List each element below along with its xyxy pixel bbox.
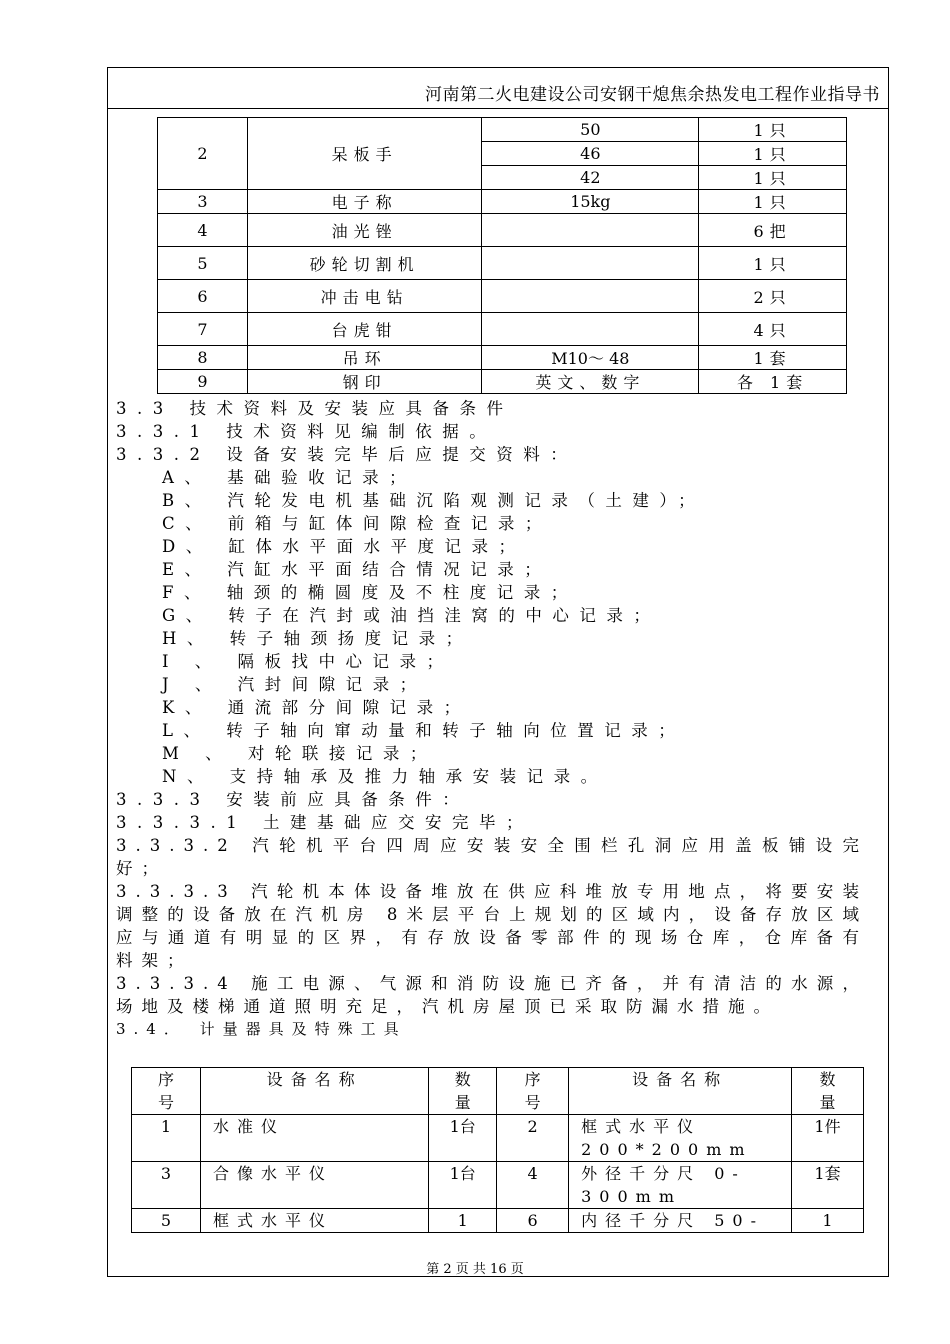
table-cell-qty: 1只	[699, 166, 847, 190]
table-cell-spec	[482, 313, 699, 346]
paragraph: 3.3.3 安装前应具备条件：	[116, 790, 470, 809]
table-cell-spec: 42	[482, 166, 699, 190]
table-cell-spec: 英文、数字	[482, 370, 699, 394]
list-item: A、 基础验收记录；	[162, 468, 417, 487]
table-cell-name: 框式水平仪 200*200mm	[569, 1115, 792, 1162]
list-item: B、 汽轮发电机基础沉陷观测记录（土建）；	[162, 491, 706, 510]
table-cell-qty: 1台	[429, 1162, 497, 1209]
table-cell-name: 油光锉	[247, 214, 482, 247]
table-cell-qty: 1只	[699, 142, 847, 166]
table-cell-no: 1	[132, 1115, 201, 1162]
table-cell-no: 6	[497, 1209, 569, 1233]
paragraph: 3.3.1 技术资料见编制依据。	[116, 422, 497, 441]
paragraph: 3.3.3.3 汽轮机本体设备堆放在供应科堆放专用地点，将要安装调整的设备放在汽机房 8米层平台上规划的区域内，设备存放区域应与通道有明显的区界，有存放设备零部件的现场仓库，仓库备有料架；	[116, 882, 868, 970]
section-heading: 3.3 技术资料及安装应具备条件	[116, 399, 514, 418]
list-item: G、 转子在汽封或油挡洼窝的中心记录；	[162, 606, 661, 625]
table-cell-qty: 1	[792, 1209, 864, 1233]
table-cell-qty: 6把	[699, 214, 847, 247]
table-cell-no: 2	[158, 118, 248, 190]
table-cell-name: 冲击电钻	[247, 280, 482, 313]
table-cell-name: 砂轮切割机	[247, 247, 482, 280]
table-cell-spec: M10～ 48	[482, 346, 699, 370]
column-header: 数量	[792, 1068, 864, 1115]
measuring-tools-table	[131, 1067, 864, 1233]
table-cell-spec	[482, 247, 699, 280]
table-cell-no: 4	[497, 1162, 569, 1209]
page-footer: 第 2 页 共 16 页	[426, 1262, 524, 1277]
paragraph: 3.3.2 设备安装完毕后应提交资料：	[116, 445, 578, 464]
list-item: K、 通流部分间隙记录；	[162, 698, 471, 717]
table-cell-spec: 46	[482, 142, 699, 166]
table-cell-qty: 1只	[699, 190, 847, 214]
table-row	[132, 1209, 864, 1233]
tools-table	[157, 117, 847, 394]
table-cell-name: 水准仪	[200, 1115, 428, 1162]
list-item: I 、 隔板找中心记录；	[162, 652, 454, 671]
column-header: 数量	[429, 1068, 497, 1115]
table-cell-name: 钢印	[247, 370, 482, 394]
list-item: L、 转子轴向窜动量和转子轴向位置记录；	[162, 721, 686, 740]
section-heading: 3.4． 计量器具及特殊工具	[116, 1020, 407, 1038]
table-cell-no: 2	[497, 1115, 569, 1162]
list-item: E、 汽缸水平面结合情况记录；	[162, 560, 552, 579]
table-cell-no: 9	[158, 370, 248, 394]
column-header: 序号	[497, 1068, 569, 1115]
table-cell-name: 内径千分尺 50-	[569, 1209, 792, 1233]
table-cell-no: 7	[158, 313, 248, 346]
table-cell-no: 4	[158, 214, 248, 247]
list-item: J 、 汽封间隙记录；	[162, 675, 427, 694]
table-cell-name: 合像水平仪	[200, 1162, 428, 1209]
table-cell-name: 框式水平仪	[200, 1209, 428, 1233]
list-item: C、 前箱与缸体间隙检查记录；	[162, 514, 552, 533]
document-header: 河南第二火电建设公司安钢干熄焦余热发电工程作业指导书	[425, 85, 880, 105]
table-cell-no: 5	[132, 1209, 201, 1233]
table-cell-qty: 1只	[699, 118, 847, 142]
table-cell-name: 呆板手	[247, 118, 482, 190]
column-header: 序号	[132, 1068, 201, 1115]
table-cell-qty: 1只	[699, 247, 847, 280]
table-cell-no: 6	[158, 280, 248, 313]
table-cell-name: 电子称	[247, 190, 482, 214]
paragraph: 3.3.3.4 施工电源、气源和消防设施已齐备，并有清洁的水源，场地及楼梯通道照明充足，汽机房屋顶已采取防漏水措施。	[116, 974, 868, 1016]
table-row	[132, 1162, 864, 1209]
table-cell-spec	[482, 214, 699, 247]
table-cell-no: 3	[158, 190, 248, 214]
table-cell-name: 吊环	[247, 346, 482, 370]
table-cell-spec: 50	[482, 118, 699, 142]
list-item: N、 支持轴承及推力轴承安装记录。	[162, 767, 608, 786]
table-cell-qty: 4只	[699, 313, 847, 346]
list-item: D、 缸体水平面水平度记录；	[162, 537, 526, 556]
list-item: M 、 对轮联接记录；	[162, 744, 437, 763]
table-cell-no: 3	[132, 1162, 201, 1209]
list-item: F、 轴颈的椭圆度及不柱度记录；	[162, 583, 578, 602]
table-cell-name: 外径千分尺 0-300mm	[569, 1162, 792, 1209]
table-cell-spec	[482, 280, 699, 313]
column-header: 设备名称	[200, 1068, 428, 1115]
table-cell-qty: 2只	[699, 280, 847, 313]
table-cell-qty: 1套	[792, 1162, 864, 1209]
table-cell-qty: 1件	[792, 1115, 864, 1162]
paragraph: 3.3.3.1 土建基础应交安完毕；	[116, 813, 533, 832]
list-item: H、 转子轴颈扬度记录；	[162, 629, 473, 648]
table-cell-qty: 1套	[699, 346, 847, 370]
table-cell-no: 5	[158, 247, 248, 280]
table-cell-qty: 各 1套	[699, 370, 847, 394]
section-3-3	[116, 397, 868, 1041]
table-cell-qty: 1台	[429, 1115, 497, 1162]
table-row	[132, 1115, 864, 1162]
table-cell-no: 8	[158, 346, 248, 370]
table-cell-qty: 1	[429, 1209, 497, 1233]
column-header: 设备名称	[569, 1068, 792, 1115]
paragraph: 3.3.3.2 汽轮机平台四周应安装安全围栏孔洞应用盖板铺设完好；	[116, 836, 868, 878]
table-cell-name: 台虎钳	[247, 313, 482, 346]
table-cell-spec: 15kg	[482, 190, 699, 214]
header-divider	[107, 108, 889, 109]
